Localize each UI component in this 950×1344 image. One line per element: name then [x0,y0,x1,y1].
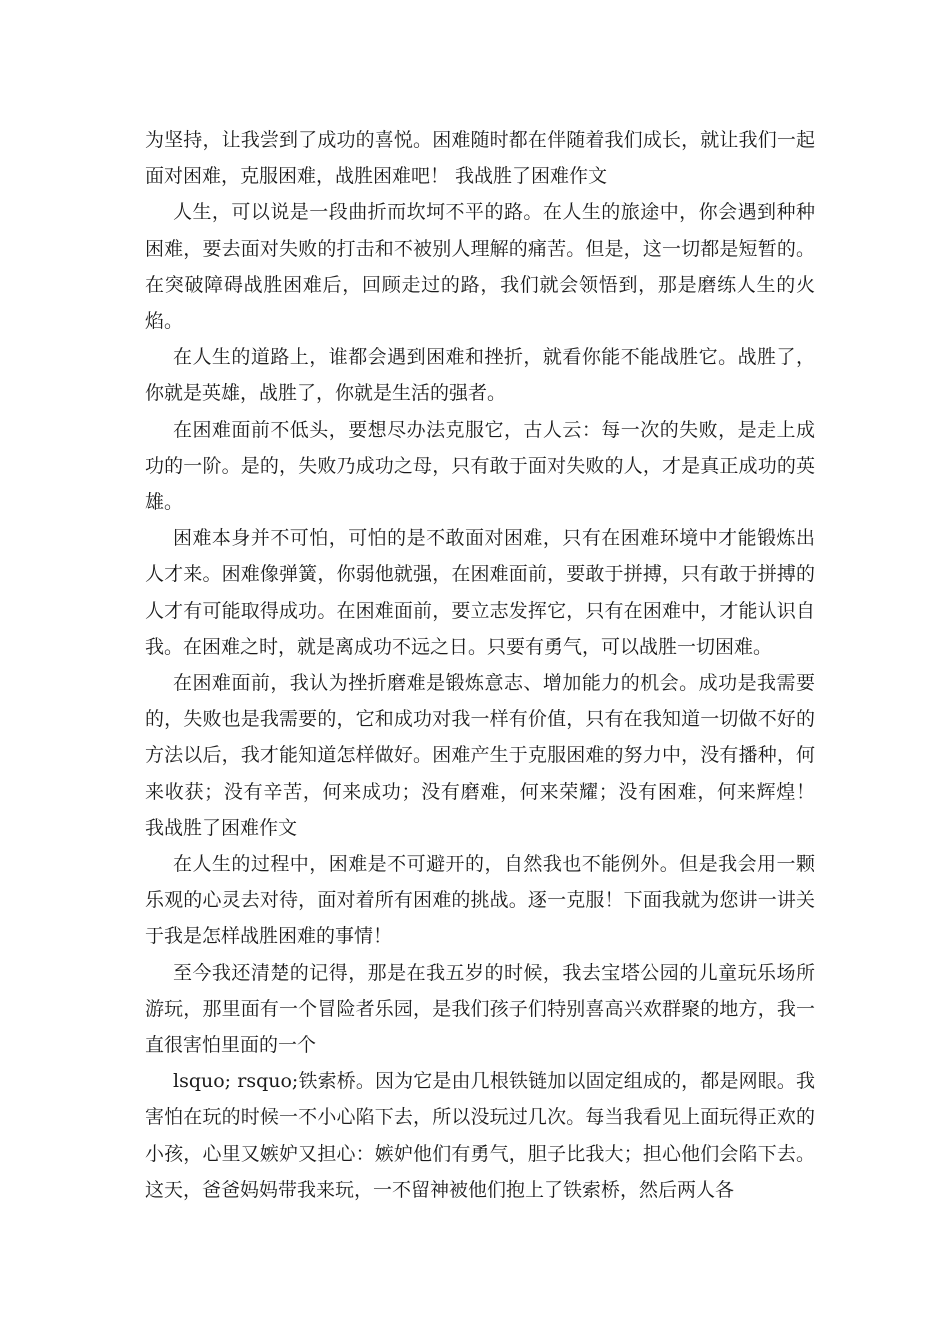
paragraph-4: 在困难面前不低头，要想尽办法克服它，古人云：每一次的失败，是走上成功的一阶。是的，失败乃成功之母，只有敢于面对失败的人，才是真正成功的英雄。 [145,418,815,514]
paragraph-6: 在困难面前，我认为挫折磨难是锻炼意志、增加能力的机会。成功是我需要的，失败也是我需要的，它和成功对我一样有价值，只有在我知道一切做不好的方法以后，我才能知道怎样做好。困难产生于克服困难的努力中，没有播种，何来收获；没有辛苦，何来成功；没有磨难，何来荣耀；没有困难，何来辉煌！ 我战胜了困难作文 [145,672,815,839]
paragraph-5: 困难本身并不可怕，可怕的是不敢面对困难，只有在困难环境中才能锻炼出人才来。困难像弹簧，你弱他就强，在困难面前，要敢于拼搏，只有敢于拼搏的人才有可能取得成功。在困难面前，要立志发挥它，只有在困难中，才能认识自我。在困难之时，就是离成功不远之日。只要有勇气，可以战胜一切困难。 [145,527,815,658]
paragraph-8: 至今我还清楚的记得，那是在我五岁的时候，我去宝塔公园的儿童玩乐场所游玩，那里面有一个冒险者乐园，是我们孩子们特别喜高兴欢群聚的地方，我一直很害怕里面的一个 [145,961,815,1057]
paragraph-1: 为坚持，让我尝到了成功的喜悦。困难随时都在伴随着我们成长，就让我们一起面对困难，克服困难，战胜困难吧！ 我战胜了困难作文 [145,129,815,188]
paragraph-2: 人生，可以说是一段曲折而坎坷不平的路。在人生的旅途中，你会遇到种种困难，要去面对失败的打击和不被别人理解的痛苦。但是，这一切都是短暂的。在突破障碍战胜困难后，回顾走过的路，我们就会领悟到，那是磨练人生的火焰。 [145,201,815,333]
paragraph-3: 在人生的道路上，谁都会遇到困难和挫折，就看你能不能战胜它。战胜了，你就是英雄，战胜了，你就是生活的强者。 [145,346,815,405]
paragraph-7: 在人生的过程中，困难是不可避开的，自然我也不能例外。但是我会用一颗乐观的心灵去对待，面对着所有困难的挑战。逐一克服！下面我就为您讲一讲关于我是怎样战胜困难的事情！ [145,853,815,948]
document-body [145,122,815,1208]
paragraph-9: lsquo; rsquo;铁索桥。因为它是由几根铁链加以固定组成的，都是网眼。我害怕在玩的时候一不小心陷下去，所以没玩过几次。每当我看见上面玩得正欢的小孩，心里又嫉妒又担心：嫉妒他们有勇气，胆子比我大；担心他们会陷下去。这天，爸爸妈妈带我来玩，一不留神被他们抱上了铁索桥，然后两人各 [145,1070,815,1201]
